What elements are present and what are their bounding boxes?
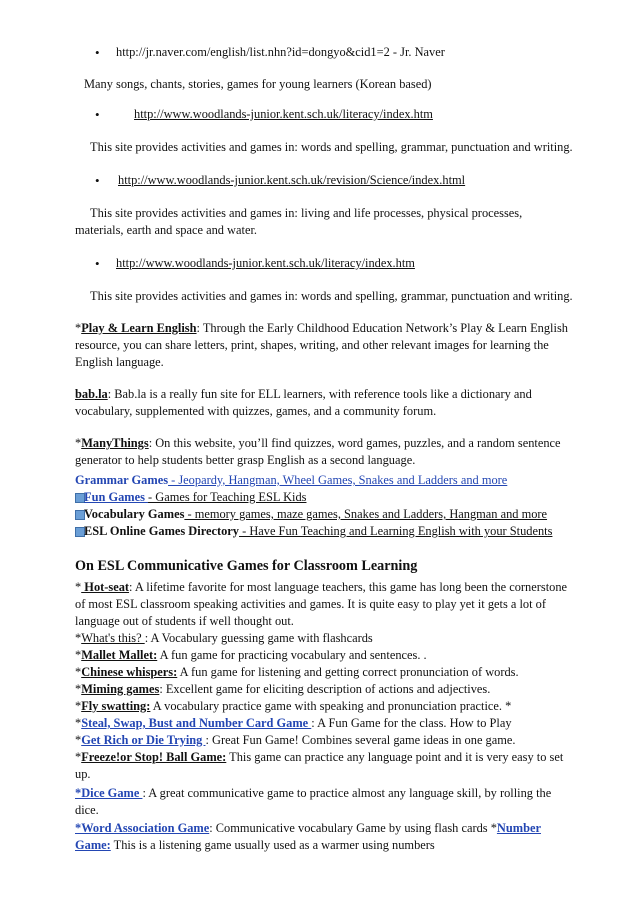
- bullet-dot: •: [95, 256, 100, 271]
- bullet-dot: •: [95, 173, 100, 188]
- babla-link[interactable]: bab.la: [75, 387, 108, 401]
- manythings-link[interactable]: ManyThings: [81, 436, 149, 450]
- mallet-link[interactable]: Mallet Mallet:: [81, 648, 158, 662]
- fun-games-link[interactable]: Fun Games: [84, 490, 149, 504]
- babla-line-1: bab.la: Bab.la is a really fun site for ELL learners, with reference tools like a dictionary and: [75, 387, 532, 401]
- literacy-description-1: This site provides activities and games in: words and spelling, grammar, punctuation and writing.: [90, 140, 573, 154]
- science-description-1: This site provides activities and games in: living and life processes, physical processes,: [90, 206, 523, 220]
- play-learn-line-2: resource, you can share letters, print, shapes, writing, and other relevant images for learning the: [75, 338, 549, 352]
- science-description-2: materials, earth and space and water.: [75, 223, 257, 237]
- whats-this-line: *What's this? : A Vocabulary guessing game with flashcards: [75, 631, 373, 645]
- chinese-whispers-link[interactable]: Chinese whispers:: [81, 665, 178, 679]
- bullet-dot: •: [95, 45, 100, 60]
- naver-description: Many songs, chants, stories, games for young learners (Korean based): [84, 77, 432, 91]
- grammar-games-link[interactable]: Grammar Games: [75, 473, 169, 487]
- manythings-line-1: *ManyThings: On this website, you’ll find quizzes, word games, puzzles, and a random sentence: [75, 436, 561, 450]
- freeze-line-1: *Freeze!or Stop! Ball Game: This game can practice any language point and it is very easy to set: [75, 750, 564, 764]
- dice-line-2: dice.: [75, 803, 99, 817]
- number-game-link-a[interactable]: Number: [496, 821, 541, 835]
- dice-game-link[interactable]: *Dice Game: [75, 786, 143, 800]
- hotseat-line-1: * Hot-seat: A lifetime favorite for most language teachers, this game has long been the cornerstone: [75, 580, 568, 594]
- word-association-line: *Word Association Game: Communicative vocabulary Game by using flash cards *Number: [75, 821, 541, 835]
- vocabulary-games-link[interactable]: Vocabulary Games: [84, 507, 185, 521]
- vocabulary-games-line: [84, 506, 547, 523]
- fly-swatting-link[interactable]: Fly swatting:: [81, 699, 151, 713]
- naver-suffix: - Jr. Naver: [389, 45, 445, 59]
- section-heading: On ESL Communicative Games for Classroom Learning: [75, 558, 418, 574]
- steal-swap-line: *Steal, Swap, Bust and Number Card Game : A Fun Game for the class. How to Play: [75, 716, 512, 730]
- manythings-line-2: generator to help students better grasp English as a second language.: [75, 453, 416, 467]
- esl-directory-link[interactable]: ESL Online Games Directory: [84, 524, 239, 538]
- number-game-link-b[interactable]: Game:: [75, 838, 111, 852]
- whats-this-link[interactable]: What's this?: [81, 631, 145, 645]
- dice-line-1: *Dice Game : A great communicative game to practice almost any language skill, by rolling the: [75, 786, 552, 800]
- play-learn-link[interactable]: Play & Learn English: [81, 321, 197, 335]
- steal-swap-link[interactable]: Steal, Swap, Bust and Number Card Game: [81, 716, 312, 730]
- hotseat-line-2: of most ESL classroom speaking activities and games. It is quite easy to play yet it gets a lot of: [75, 597, 546, 611]
- mallet-line: *Mallet Mallet: A fun game for practicing vocabulary and sentences. .: [75, 648, 427, 662]
- play-learn-line-3: English language.: [75, 355, 164, 369]
- fun-games-line: [84, 489, 306, 506]
- woodlands-literacy-link-1[interactable]: http://www.woodlands-junior.kent.sch.uk/literacy/index.htm: [134, 107, 433, 121]
- grammar-games-desc[interactable]: - Jeopardy, Hangman, Wheel Games, Snakes and Ladders and more: [168, 473, 508, 487]
- naver-link[interactable]: http://jr.naver.com/english/list.nhn?id=dongyo&cid1=2: [116, 45, 390, 59]
- vocabulary-games-desc[interactable]: - memory games, maze games, Snakes and Ladders, Hangman and more: [184, 507, 548, 521]
- esl-directory-desc[interactable]: - Have Fun Teaching and Learning English with your Students: [239, 524, 553, 538]
- chinese-whispers-line: *Chinese whispers: A fun game for listening and getting correct pronunciation of words.: [75, 665, 519, 679]
- bullet-dot: •: [95, 107, 100, 122]
- number-game-line: Game: This is a listening game usually used as a warmer using numbers: [75, 838, 435, 852]
- esl-directory-line: [84, 523, 552, 540]
- naver-line: [116, 44, 445, 61]
- get-rich-link[interactable]: Get Rich or Die Trying: [81, 733, 206, 747]
- woodlands-literacy-link-2[interactable]: http://www.woodlands-junior.kent.sch.uk/literacy/index.htm: [116, 256, 415, 270]
- play-learn-line-1: *Play & Learn English: Through the Early Childhood Education Network’s Play & Learn English: [75, 321, 568, 335]
- freeze-line-2: up.: [75, 767, 91, 781]
- miming-line: *Miming games: Excellent game for eliciting description of actions and adjectives.: [75, 682, 491, 696]
- hotseat-link[interactable]: Hot-seat: [81, 580, 130, 594]
- miming-link[interactable]: Miming games: [81, 682, 160, 696]
- literacy-description-2: This site provides activities and games in: words and spelling, grammar, punctuation and writing.: [90, 289, 573, 303]
- babla-line-2: vocabulary, supplemented with quizzes, games, and a community forum.: [75, 404, 437, 418]
- freeze-link[interactable]: Freeze!or Stop! Ball Game:: [81, 750, 227, 764]
- hotseat-line-3: language out of students if well thought out.: [75, 614, 294, 628]
- get-rich-line: *Get Rich or Die Trying : Great Fun Game! Combines several game ideas in one game.: [75, 733, 516, 747]
- fly-swatting-line: *Fly swatting: A vocabulary practice game with speaking and pronunciation practice. *: [75, 699, 512, 713]
- woodlands-science-link[interactable]: http://www.woodlands-junior.kent.sch.uk/revision/Science/index.html: [118, 173, 466, 187]
- fun-games-desc[interactable]: - Games for Teaching ESL Kids: [148, 490, 307, 504]
- grammar-games-line: [75, 472, 507, 489]
- word-association-link[interactable]: *Word Association Game: [75, 821, 210, 835]
